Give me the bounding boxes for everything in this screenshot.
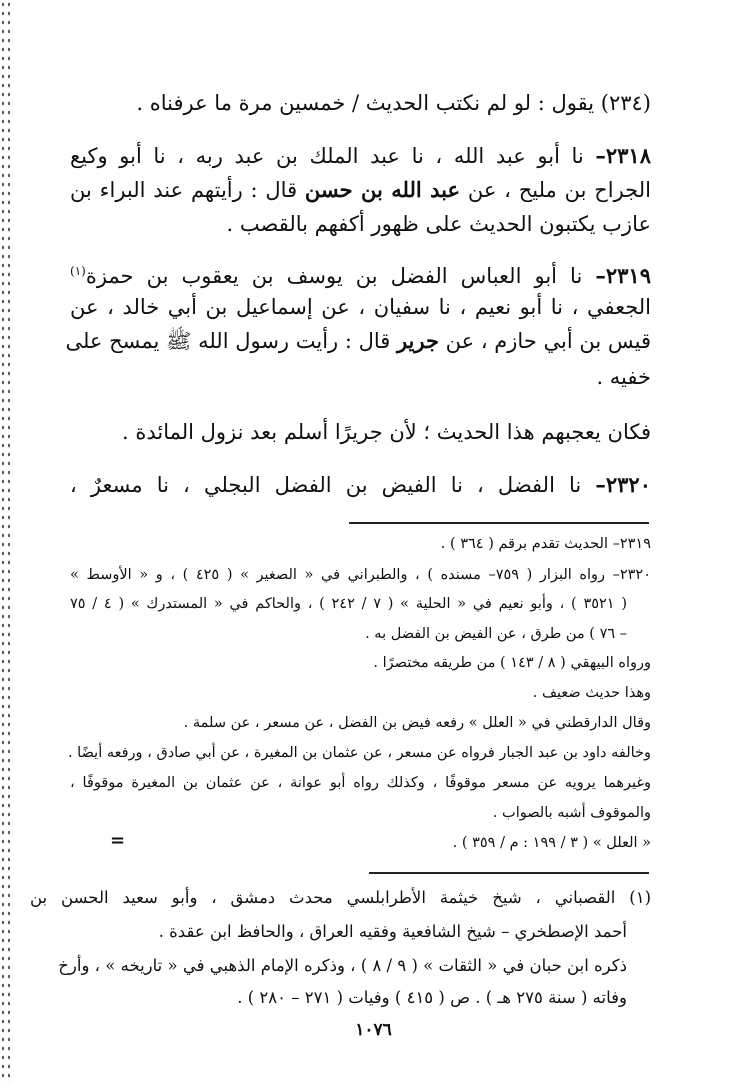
text-span: نا الفضل ، نا الفيض بن الفضل البجلي ، نا مسعرٌ ، <box>70 473 596 497</box>
hadith-2320-heading <box>70 470 651 500</box>
footnote-line: ذكره ابن حبان في « الثقات » ( ٩ / ٨ ) ، وذكره الإمام الذهبي في « تاريخه » ، وأرخ <box>58 956 627 975</box>
footnote-line: وفاته ( سنة ٢٧٥ هـ ) . ص ( ٤١٥ ) وفيات ( ٢٧١ – ٢٨٠ ) . <box>237 988 627 1007</box>
scan-edge <box>0 0 10 1083</box>
note-line: – ٧٦ ) من طرق ، عن الفيض بن الفضل به . <box>365 626 627 642</box>
text-span: نا أبو العباس الفضل بن يوسف بن يعقوب بن حمزة <box>85 264 596 288</box>
separator-line <box>369 872 649 874</box>
hadith-number: ٢٣١٨– <box>595 143 651 168</box>
note-line: « العلل » ( ٣ / ١٩٩ : م / ٣٥٩ ) . <box>452 835 651 851</box>
page-number: ١٠٧٦ <box>355 1020 392 1040</box>
separator-line <box>349 522 649 524</box>
footnote-line: أحمد الإصطخري – شيخ الشافعية وفقيه العراق ، والحافظ ابن عقدة . <box>158 922 627 941</box>
note-line: ( ٣٥٢١ ) ، وأبو نعيم في « الحلية » ( ٧ / ٢٤٢ ) ، والحاكم في « المستدرك » ( ٤ / ٧٥ <box>70 596 627 612</box>
note-line: وقال الدارقطني في « العلل » رفعه فيض بن الفضل ، عن مسعر ، عن سلمة . <box>183 715 651 731</box>
note-line: وغيرهما يرويه عن مسعر موقوفًا ، وكذلك رواه أبو عوانة ، عن عثمان بن المغيرة موقوفًا ، <box>70 775 651 791</box>
text-span: قال : رأيتهم عند البراء بن <box>70 178 305 202</box>
text-line: خفيه . <box>596 365 651 389</box>
text-line <box>65 326 651 356</box>
note-line: وخالفه داود بن عبد الجبار فرواه عن مسعر ، عن عثمان بن المغيرة ، عن أبي صادق ، ورفعه أيضًا . <box>67 745 651 761</box>
narrator-name: جرير <box>396 328 439 353</box>
text-line: فكان يعجبهم هذا الحديث ؛ لأن جريرًا أسلم بعد نزول المائدة . <box>121 420 651 444</box>
text-span: قال : رأيت رسول الله ﷺ يمسح على <box>65 329 397 353</box>
note-line: والموقوف أشبه بالصواب . <box>492 805 651 821</box>
text-line: (٢٣٤) يقول : لو لم نكتب الحديث / خمسين مرة ما عرفناه . <box>136 91 651 115</box>
hadith-number: ٢٣٢٠– <box>595 472 651 497</box>
text-line <box>70 175 651 205</box>
text-span: نا أبو عبد الله ، نا عبد الملك بن عبد ربه ، نا أبو وكيع <box>70 144 596 168</box>
text-line: الجعفي ، نا أبو نعيم ، نا سفيان ، عن إسماعيل بن أبي خالد ، عن <box>70 295 651 319</box>
note-line: ٢٣٢٠– رواه البزار ( ٧٥٩– مسنده ) ، والطبراني في « الصغير » ( ٤٢٥ ) ، و « الأوسط » <box>70 567 652 583</box>
text-line: عازب يكتبون الحديث على ظهور أكفهم بالقصب . <box>226 212 651 236</box>
hadith-2318-heading <box>70 141 651 171</box>
note-line: ٢٣١٩– الحديث تقدم برقم ( ٣٦٤ ) . <box>440 536 651 552</box>
footnote-line: (١) القصباني ، شيخ خيثمة الأطرابلسي محدث دمشق ، وأبو سعيد الحسن بن <box>30 888 651 907</box>
text-span: الجراح بن مليح ، عن <box>460 178 651 202</box>
hadith-number: ٢٣١٩– <box>595 263 651 288</box>
continuation-mark: = <box>110 830 126 851</box>
footnote-marker: (١) <box>70 264 86 278</box>
text-span: قيس بن أبي حازم ، عن <box>438 329 651 353</box>
narrator-name: عبد الله بن حسن <box>304 177 461 202</box>
note-line: ورواه البيهقي ( ٨ / ١٤٣ ) من طريقه مختصرًا . <box>373 655 651 671</box>
note-line: وهذا حديث ضعيف . <box>532 685 651 701</box>
hadith-2319-heading <box>70 256 651 291</box>
